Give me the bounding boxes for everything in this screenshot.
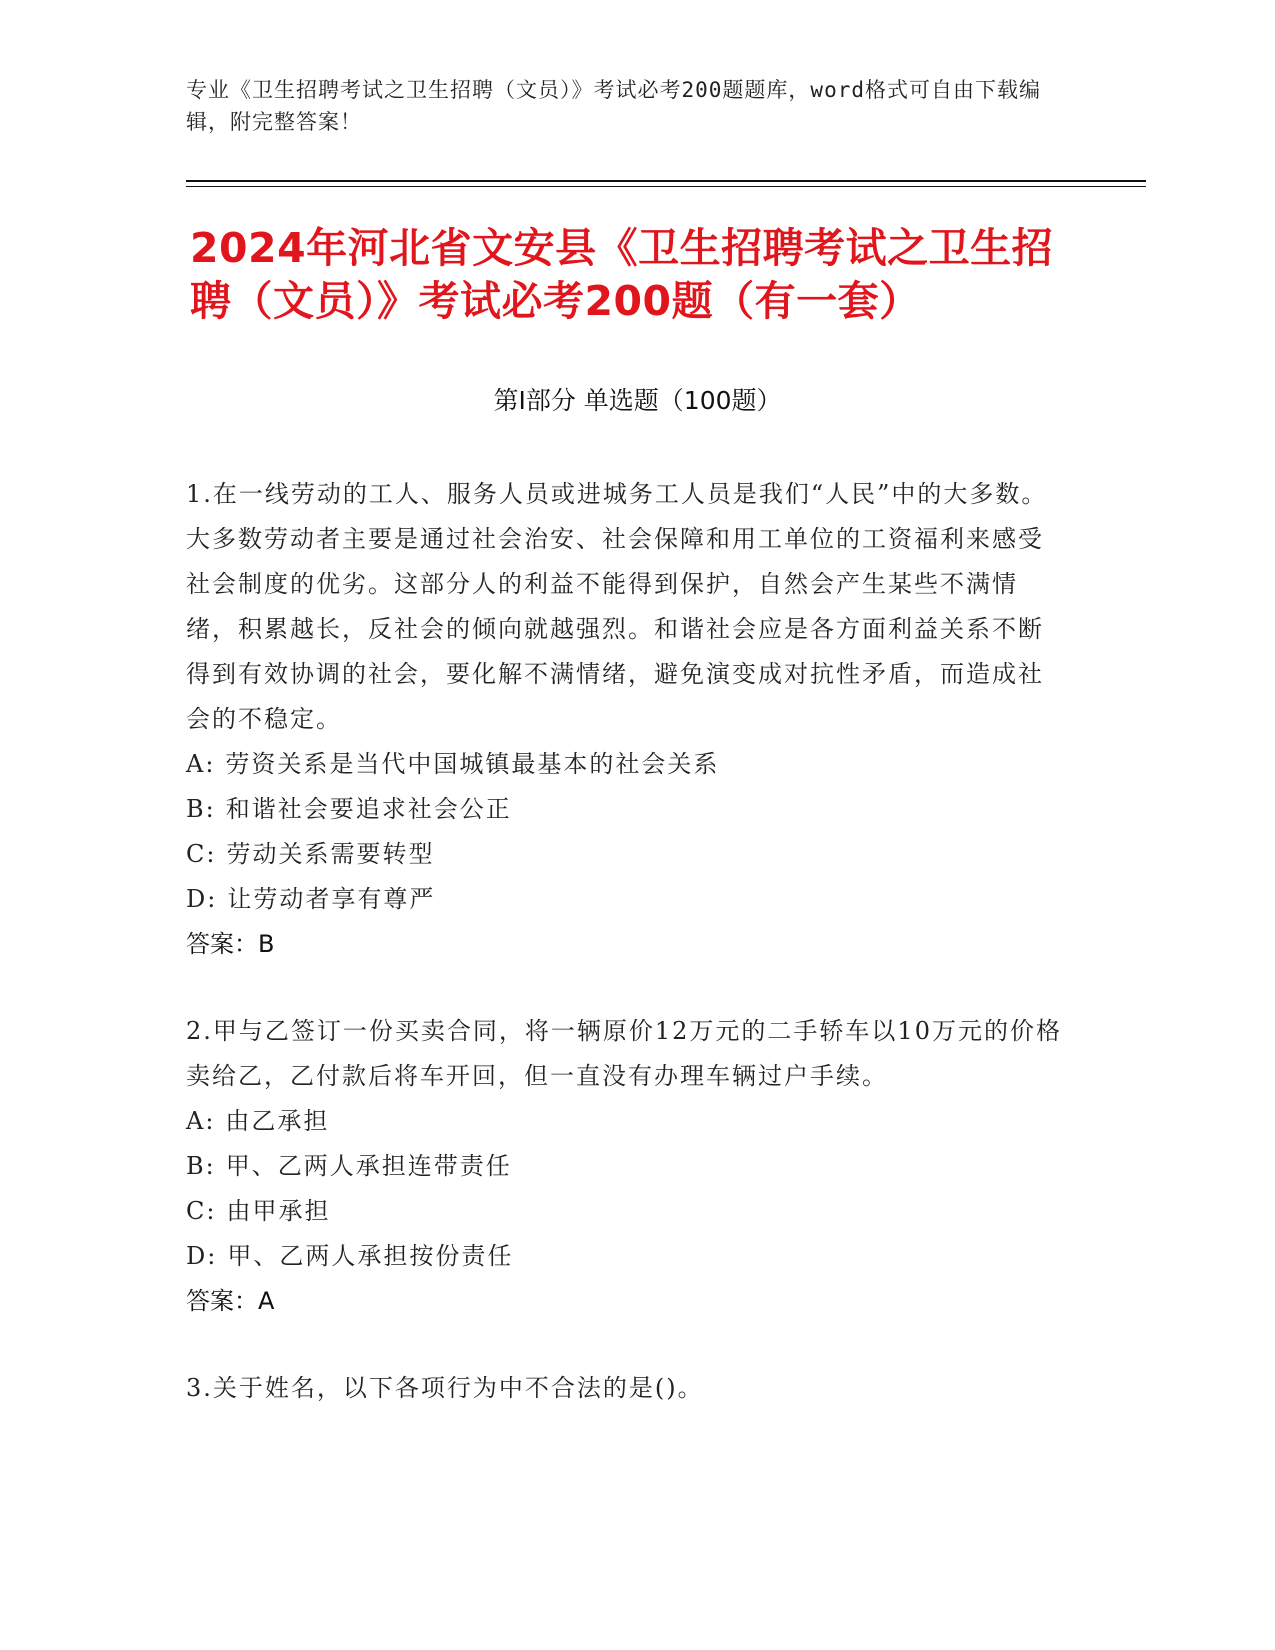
header-divider-thin xyxy=(186,186,1146,187)
option-text: 让劳动者享有尊严 xyxy=(227,885,436,913)
option-text: 和谐社会要追求社会公正 xyxy=(225,795,512,823)
option-letter: B: xyxy=(186,1152,216,1180)
option-letter: B: xyxy=(186,795,216,823)
question-stem: 1.在一线劳动的工人、服务人员或进城务工人员是我们“人民”中的大多数。大多数劳动者主要是通过社会治安、社会保障和用工单位的工资福利来感受社会制度的优劣。这部分人的利益不能得到保护，自然会产生某些不满情绪，积累越长，反社会的倾向就越强烈。和谐社会应是各方面利益关系不断得到有效协调的社会，要化解不满情绪，避免演变成对抗性矛盾，而造成社会的不稳定。 xyxy=(186,480,1048,733)
option-c xyxy=(186,1189,1066,1234)
option-d xyxy=(186,1234,1066,1279)
option-text: 由乙承担 xyxy=(225,1107,330,1135)
option-text: 甲、乙两人承担按份责任 xyxy=(227,1242,514,1270)
question-2 xyxy=(186,1009,1066,1324)
option-letter: A: xyxy=(186,1107,216,1135)
option-b xyxy=(186,787,1066,832)
option-letter: C: xyxy=(186,840,217,868)
answer-line: 答案：B xyxy=(186,930,275,958)
option-c xyxy=(186,832,1066,877)
option-a xyxy=(186,742,1066,787)
option-text: 劳资关系是当代中国城镇最基本的社会关系 xyxy=(225,750,720,778)
option-d xyxy=(186,877,1066,922)
option-text: 劳动关系需要转型 xyxy=(226,840,435,868)
section-heading: 第Ⅰ部分 单选题（100题） xyxy=(493,386,782,415)
header-divider-thick xyxy=(186,180,1146,182)
option-b xyxy=(186,1144,1066,1189)
option-a xyxy=(186,1099,1066,1144)
option-letter: A: xyxy=(186,750,216,778)
option-text: 由甲承担 xyxy=(226,1197,331,1225)
option-letter: D: xyxy=(186,1242,218,1270)
option-letter: D: xyxy=(186,885,218,913)
question-list xyxy=(186,472,1066,1453)
document-title: 2024年河北省文安县《卫生招聘考试之卫生招聘（文员）》考试必考200题（有一套） xyxy=(190,224,1054,325)
option-letter: C: xyxy=(186,1197,217,1225)
question-3 xyxy=(186,1366,1066,1411)
question-stem: 3.关于姓名，以下各项行为中不合法的是()。 xyxy=(186,1374,704,1402)
answer-line: 答案：A xyxy=(186,1287,275,1315)
question-1 xyxy=(186,472,1066,967)
header-note: 专业《卫生招聘考试之卫生招聘（文员）》考试必考200题题库，word格式可自由下载编辑，附完整答案！ xyxy=(186,78,1041,134)
option-text: 甲、乙两人承担连带责任 xyxy=(225,1152,512,1180)
question-stem: 2.甲与乙签订一份买卖合同，将一辆原价12万元的二手轿车以10万元的价格卖给乙，乙付款后将车开回，但一直没有办理车辆过户手续。 xyxy=(186,1017,1062,1090)
